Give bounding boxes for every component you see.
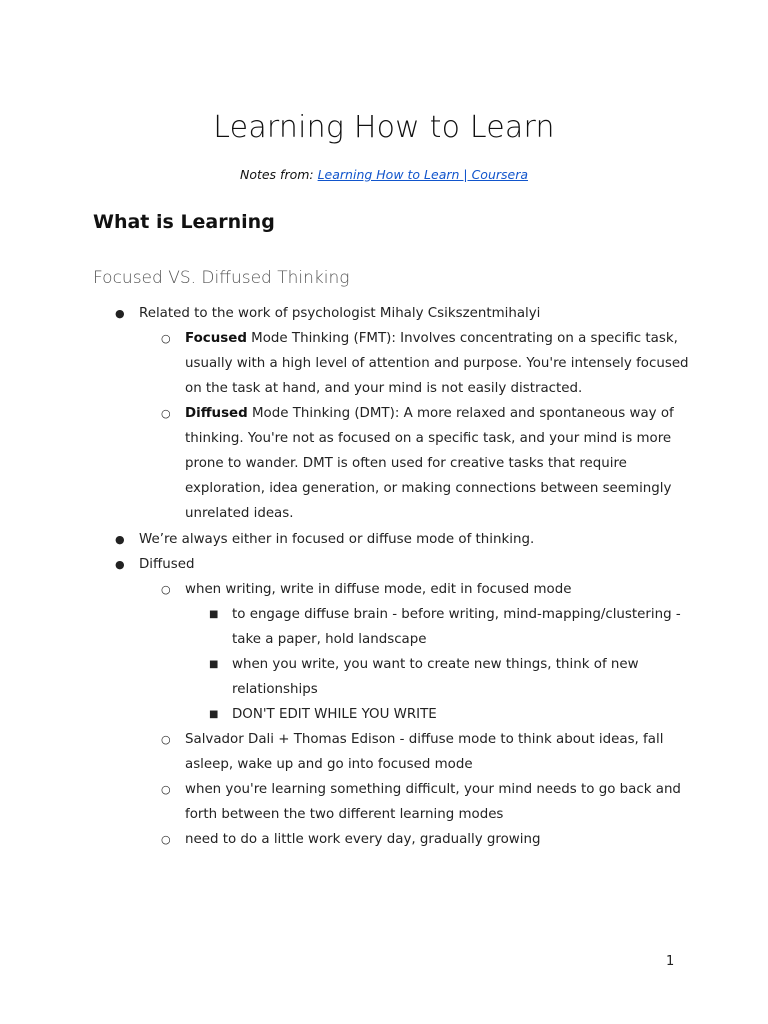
bullet-l1: ● [115,533,125,546]
list-item: Related to the work of psychologist Mihaly Csikszentmihalyi [139,306,541,321]
focused-text: Mode Thinking (FMT): Involves concentrating on a specific task, [246,331,678,346]
list-item [185,401,674,426]
list-item-continuation: unrelated ideas. [185,506,294,521]
focused-term: Focused [185,331,247,346]
section-subheading: Focused VS. Diffused Thinking [93,268,350,288]
bullet-l1: ● [115,307,125,320]
bullet-l3: ■ [209,709,219,720]
bullet-l3: ■ [209,609,219,620]
list-item-continuation: forth between the two different learning modes [185,807,504,822]
bullet-l2: ○ [161,733,171,746]
bullet-l2: ○ [161,332,171,345]
list-item-continuation: exploration, idea generation, or making connections between seemingly [185,481,672,496]
list-item: when you're learning something difficult, your mind needs to go back and [185,782,681,797]
list-item: when you write, you want to create new things, think of new [232,657,639,672]
subtitle-prefix: Notes from: [239,167,318,182]
coursera-link[interactable]: Learning How to Learn | Coursera [317,167,529,182]
list-item: We’re always either in focused or diffuse mode of thinking. [139,532,535,547]
list-item-continuation: on the task at hand, and your mind is not easily distracted. [185,381,583,396]
list-item: to engage diffuse brain - before writing, mind-mapping/clustering - [232,607,681,622]
list-item-continuation: asleep, wake up and go into focused mode [185,757,473,772]
list-item: Diffused [139,557,195,572]
list-item: DON'T EDIT WHILE YOU WRITE [232,707,437,722]
page-number: 1 [666,954,675,969]
list-item-continuation: usually with a high level of attention and purpose. You're intensely focused [185,356,689,371]
list-item-continuation: take a paper, hold landscape [232,632,427,647]
list-item-continuation: relationships [232,682,318,697]
page-title: Learning How to Learn [213,110,555,145]
diffused-text: Mode Thinking (DMT): A more relaxed and spontaneous way of [247,406,674,421]
list-item: need to do a little work every day, gradually growing [185,832,541,847]
bullet-l2: ○ [161,583,171,596]
diffused-term: Diffused [185,406,248,421]
bullet-l2: ○ [161,407,171,420]
bullet-l2: ○ [161,833,171,846]
bullet-l1: ● [115,558,125,571]
list-item [185,326,678,351]
bullet-l3: ■ [209,659,219,670]
list-item-continuation: thinking. You're not as focused on a specific task, and your mind is more [185,431,672,446]
list-item-continuation: prone to wander. DMT is often used for creative tasks that require [185,456,627,471]
list-item: when writing, write in diffuse mode, edit in focused mode [185,582,572,597]
list-item: Salvador Dali + Thomas Edison - diffuse mode to think about ideas, fall [185,732,664,747]
subtitle [0,167,768,182]
bullet-l2: ○ [161,783,171,796]
section-heading: What is Learning [93,211,275,233]
